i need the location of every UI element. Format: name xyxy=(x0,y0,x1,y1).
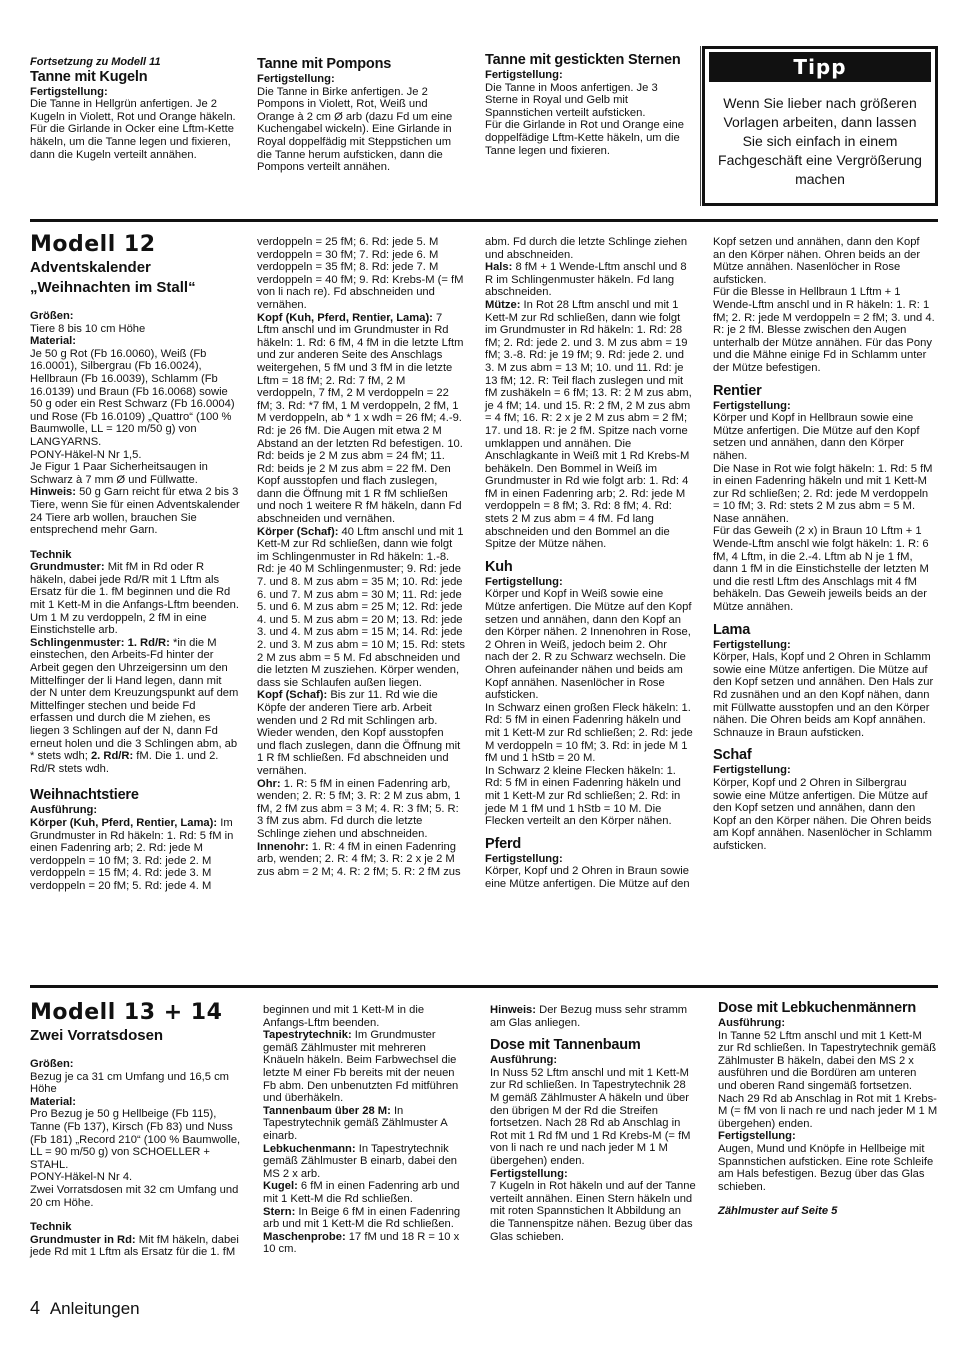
section-title: Weihnachtstiere xyxy=(30,787,139,804)
label: Fertigstellung: xyxy=(713,399,791,412)
pattern-reference: Zählmuster auf Seite 5 xyxy=(718,1205,838,1218)
body-text: Grundmuster: Mit fM in Rd oder R häkeln, dabei jede Rd/R mit 1 Lftm als Ersatz für die 1. fM beginnen und die Rd mit 1 Kett-M in die Anfangs-Lftm beenden. Um 1 M zu verdoppeln, 2 fM in eine Einstichstelle arb. xyxy=(30,561,239,637)
body-text: Ohr: 1. R: 5 fM in einen Fadenring arb, wenden; 2. R: 5 fM; 3. R: 2 M zus abm, 1 fM, 2 fM zus abm = 3 M; 4. R: 3 fM; 5. R: 3 fM zus abm. Fd durch die letzte Schlinge ziehen und abschneiden. xyxy=(257,777,461,840)
modell13-col-2 xyxy=(263,1004,467,1256)
subheading: Fertigstellung: xyxy=(485,69,563,81)
label: Ausführung: xyxy=(718,1017,786,1029)
section-title: Schaf xyxy=(713,747,752,764)
section-title: Dose mit Tannenbaum xyxy=(490,1037,641,1054)
body-text: Hinweis: Der Bezug muss sehr stramm am Glas anliegen. xyxy=(490,1004,688,1029)
body-text: Die Tanne in Moos anfertigen. Je 3 Sterne in Royal und Gelb mit Spannstichen verteilt aufsticken. xyxy=(485,81,658,119)
body-text: Maschenprobe: 17 fM und 18 R = 10 x 10 cm. xyxy=(263,1230,460,1256)
model-title: Zwei Vorratsdosen xyxy=(30,1027,164,1044)
body-text: Schlingenmuster: 1. Rd/R: *in die M einstechen, den Arbeits-Fd hinter der Arbeit gegen den Uhrzeigersinn um den Mittelfinger der li Hand legen, dann mit der N unter dem Kreuzungspunkt auf dem Mittelfinger stechen und beide Fd erfassen und durch die M ziehen, es liegen 3 Schlingen auf der N, dann Fd erneut holen und die 3 Schlingen abm, ab * stets wdh; 2. Rd/R: fM. Die 1. und 2. Rd/R stets wdh. xyxy=(30,636,239,775)
body-text: PONY-Häkel-N Nr 4. xyxy=(30,1171,133,1184)
body-text: Kugel: 6 fM in einen Fadenring arb und mit 1 Kett-M die Rd schließen. xyxy=(263,1180,460,1205)
body-text: Stern: In Beige 6 fM in einen Fadenring arb und mit 1 Kett-M die Rd schließen. xyxy=(263,1205,461,1231)
label: Fertigstellung: xyxy=(485,852,563,865)
section-title: Tanne mit Pompons xyxy=(257,56,392,72)
body-text: Hals: 8 fM + 1 Wende-Lftm anschl und 8 R im Schlingenmuster häkeln. Fd lang abschneiden. xyxy=(485,261,687,299)
section-title: Pferd xyxy=(485,835,522,852)
body-text: Bezug je ca 31 cm Umfang und 16,5 cm Höhe xyxy=(30,1070,229,1096)
body-text: Tannenbaum über 28 M: In Tapestrytechnik gemäß Zählmuster A einarb. xyxy=(263,1104,448,1142)
label: Technik xyxy=(30,548,72,561)
body-text: verdoppeln = 25 fM; 6. Rd: jede 5. M verdoppeln = 30 fM; 7. Rd: jede 6. M verdoppeln = 35 fM; 8. Rd: jede 7. M verdoppeln = 40 fM; 9. Rd: Krebs-M (= fM von li nach re). Fd abschneiden und vernähen. xyxy=(257,236,464,311)
body-text: Je 50 g Rot (Fb 16.0060), Weiß (Fb 16.0001), Silbergrau (Fb 16.0024), Hellbraun (Fb 16.0039), Schlamm (Fb 16.0139) und Braun (Fb 16.0068) sowie 50 g oder ein Rest Schwarz (Fb 16.0004) und Rose (Fb 16.0109) „Quattro“ (100 % Baumwolle, LL = 120 m/50 g) von LANGYARNS. xyxy=(30,347,235,448)
label: Größen: xyxy=(30,1058,74,1070)
footer-section: Anleitungen xyxy=(49,1299,140,1318)
section-divider xyxy=(30,219,938,222)
body-text: Die Tanne in Hellgrün anfertigen. Je 2 Kugeln in Violett, Rot und Orange häkeln. Für die Girlande in Ocker eine Lftm-Kette häkeln, um die Tanne legen und fixieren, dann die Kugeln verteilt annähen. xyxy=(30,98,236,161)
top-col-3 xyxy=(485,52,693,157)
top-col-1 xyxy=(30,56,240,161)
label: Fertigstellung: xyxy=(713,638,791,651)
body-text: Körper (Schaf): 40 Lftm anschl und mit 1 Kett-M zur Rd schließen, dann wie folgt im Schlingenmuster in Rd häkeln: 1.-8. Rd: je 40 M Schlingenmuster; 9. Rd: jede 7. und 8. M zus abm = 35 M; 10. Rd: jede 6. und 7. M zus abm = 30 M; 11. Rd: jede 5. und 6. M zus abm = 25 M; 12. Rd: jede 4. und 5. M zus abm = 20 M; 13. Rd: jede 3. und 4. M zus abm = 15 M; 14. Rd: jede 2. und 3. M zus abm = 10 M; 15. Rd: stets 2 M zus abm = 5 M. Fd abschneiden und die letzten M zusziehen. Körper wenden, dass sie Schlaufen außen liegen. xyxy=(257,525,466,689)
body-text: Mütze: In Rot 28 Lftm anschl und mit 1 Kett-M zur Rd schließen, dann wie folgt im Grundmuster in Rd häkeln: 1. Rd: 28 fM; 2. Rd: jede 2. und 3. M zus abm = 19 fM; 3.-8. Rd: je 19 fM; 9. Rd: jede 2. und 3. M zus abm = 13 M; 10. und 11. Rd: je 13 fM; 12. R: Teil flach zuslegen und mit fM zushäkeln = 6 fM; 13. R: 2 M zus abm, je 4 fM; 14. und 15. R: 2 fM, 2 M zus abm = 4 fM; 16. R: 2 x je 2 M zus abm = 2 fM; 17. und 18. R: je 2 fM. Spitze nach vorne umklappen und annähen. Die Anschlagkante in Weiß mit 1 Rd Krebs-M behäkeln. Den Bommel in Weiß im Grundmuster in Rd wie folgt arb: 1. Rd: 4 fM in einen Fadenring arb; 2. Rd: jede M verdoppeln = 8 fM; 3. Rd: 8 fM; 4. Rd: stets 2 M zus abm = 4 fM. Fd lang abschneiden und den Bommel an die Spitze der Mütze nähen. xyxy=(485,298,692,551)
label: Technik xyxy=(30,1221,72,1234)
body-text: In Nuss 52 Lftm anschl und mit 1 Kett-M zur Rd schließen. In Tapestrytechnik 28 M gemäß Zählmuster A häkeln und über den übrigen M der Rd die Streifen fortsetzen. Nach 28 Rd ab Anschlag in Rot mit 1 Rd fM und 1 Rd Krebs-M (= fM von li nach re und nach jeder M 1 M übergehen) enden. xyxy=(490,1066,691,1167)
body-text: Körper (Kuh, Pferd, Rentier, Lama): Im Grundmuster in Rd häkeln: 1. Rd: 5 fM in einen Fadenring arb; 2. Rd: jede M verdoppeln = 10 fM; 3. Rd: jede 2. M verdoppeln = 15 fM; 4. Rd: jede 3. M verdoppeln = 20 fM; 5. Rd: jede 4. M xyxy=(30,816,234,892)
body-text: Körper und Kopf in Weiß sowie eine Mütze anfertigen. Die Mütze auf den Kopf setzen und annähen, dann den Kopf an den Körper nähen. 2 Innenohren in Rose, 2 Ohren in Weiß, jedoch beim 2. Ohr nach der 2. R zu Schwarz wechseln. Die Ohren aufeinander nähen und beids am Kopf annähen. Nasenlöcher in Rose aufsticken. xyxy=(485,588,692,702)
subheading: Fertigstellung: xyxy=(257,73,335,85)
label: Fertigstellung: xyxy=(713,764,791,777)
section-title: Lama xyxy=(713,621,751,638)
label: Ausführung: xyxy=(490,1054,558,1067)
body-text: Tiere 8 bis 10 cm Höhe xyxy=(30,322,146,335)
body-text: Für die Blesse in Hellbraun 1 Lftm + 1 Wende-Lftm anschl und in R häkeln: 1. R: 1 fM; 2. R: jede M verdoppeln = 2 fM; 3. und 4. R: je 2 fM. Blesse zwischen den Augen unterhalb der Mütze annähen. Für das Pony und die Mähne einige Fd in Schlamm unter der Mütze befestigen. xyxy=(713,286,935,374)
label: Fertigstellung: xyxy=(718,1130,796,1143)
modell12-col-4 xyxy=(713,236,935,853)
body-text: Für die Girlande in Rot und Orange eine doppelfädige Lftm-Kette häkeln, um die Tanne legen und fixieren. xyxy=(485,119,685,157)
section-title: Dose mit Lebkuchenmännern xyxy=(718,1000,917,1016)
modell13-col-1 xyxy=(30,1000,242,1259)
modell12-col-1 xyxy=(30,232,240,893)
body-text: Kopf setzen und annähen, dann den Kopf an den Körper nähen. Ohren beids an der Mütze annähen. Nasenlöcher in Rose aufsticken. xyxy=(713,236,921,286)
body-text: Je Figur 1 Paar Sicherheitsaugen in Schwarz à 7 mm Ø und Füllwatte. xyxy=(30,461,208,486)
tipp-text: Wenn Sie lieber nach größeren Vorlagen arbeiten, dann lassen Sie sich einfach in einem Fachgeschäft eine Vergrößerung machen xyxy=(718,95,922,187)
body-text: Grundmuster in Rd: Mit fM häkeln, dabei jede Rd mit 1 Lftm als Ersatz für die 1. fM xyxy=(30,1233,239,1259)
modell13-col-4 xyxy=(718,1000,938,1218)
modell12-col-2 xyxy=(257,236,465,878)
body-text: Körper, Kopf und 2 Ohren in Braun sowie eine Mütze anfertigen. Die Mütze auf den xyxy=(485,865,690,890)
body-text: Augen, Mund und Knöpfe in Hellbeige mit Spannstichen aufsticken. Eine rote Schleife am Hals befestigen. Bezug über das Glas schieben. xyxy=(718,1142,934,1193)
section-title: Tanne mit gestickten Sternen xyxy=(485,52,681,68)
body-text: Für das Geweih (2 x) in Braun 10 Lftm + 1 Wende-Lftm anschl wie folgt häkeln: 1. R: 6 fM, 4 Lftm, in die 2.-4. Lftm ab N je 1 fM, dann 1 fM in die Einstichstelle der letzten M und die restl Lftm des Anschlags mit 4 fM behäkeln. Das Geweih jeweils beids an der Mütze annähen. xyxy=(713,525,929,614)
body-text: Lebkuchenmann: In Tapestrytechnik gemäß Zählmuster B einarb, dabei den MS 2 x arb. xyxy=(263,1142,458,1180)
body-text: Hinweis: 50 g Garn reicht für etwa 2 bis 3 Tiere, wenn Sie für einen Adventskalender 24 Tiere arb wollen, brauchen Sie entsprechend mehr Garn. xyxy=(30,486,240,537)
tipp-box xyxy=(702,46,938,206)
top-col-2 xyxy=(257,56,465,174)
continuation-note: Fortsetzung zu Modell 11 xyxy=(30,56,161,68)
model-title: „Weihnachten im Stall“ xyxy=(30,279,196,296)
modell12-col-3 xyxy=(485,236,693,891)
label: Material: xyxy=(30,335,77,348)
page-footer xyxy=(30,1298,140,1319)
body-text: In Schwarz einen großen Fleck häkeln: 1. Rd: 5 fM in einen Fadenring häkeln und mit 1 Kett-M zur Rd schließen; 2. Rd: jede M verdoppeln = 10 fM; 3. Rd: in jede M 1 fM und 1 hStb = 20 M. xyxy=(485,701,693,765)
body-text: Kopf (Kuh, Pferd, Rentier, Lama): 7 Lftm anschl und im Grundmuster in Rd häkeln: 1. Rd: 6 fM, 4 fM in die letzte Lftm und zur anderen Seite des Anschlags weitergehen, 5 fM und 3 fM in die letzte Lftm = 18 fM; 2. Rd: 7 fM, 2 M verdoppeln, 7 fM, 2 M verdoppeln = 22 fM; 3. Rd: *7 fM, 1 M verdoppeln, 2 fM, 1 M verdoppeln, ab * 1 x wdh = 26 fM; 4.-9. Rd: je 26 fM. Die Augen mit etwa 2 M Abstand an der letzten Rd befestigen. 10. Rd: beids je 2 M zus abm = 24 fM; 11. Rd: beids je 2 M zus abm = 22 fM. Den Kopf ausstopfen und flach zuslegen, dann die Öffnung mit 1 R fM schließen und noch 1 weitere R fM häkeln, dann Fd abschneiden und vernähen. xyxy=(257,311,464,526)
body-text: Zwei Vorratsdosen mit 32 cm Umfang und 20 cm Höhe. xyxy=(30,1183,239,1209)
tipp-heading: Tipp xyxy=(709,52,931,82)
label: Fertigstellung: xyxy=(485,575,563,588)
body-text: In Schwarz 2 kleine Flecken häkeln: 1. Rd: 5 fM in einen Fadenring häkeln und mit 1 Kett-M zur Rd schließen; 2. Rd: in jede M 1 fM und 1 hStb = 10 M. Die Flecken verteilt an den Körper nähen. xyxy=(485,764,681,828)
label: Material: xyxy=(30,1095,77,1108)
label: Größen: xyxy=(30,310,74,322)
body-text: Die Nase in Rot wie folgt häkeln: 1. Rd: 5 fM in einen Fadenring häkeln und mit 1 Kett-M zur Rd schließen; 2. Rd: jede M verdoppeln = 10 fM; 3. Rd: stets 2 M zus abm = 5 M. Nase annähen. xyxy=(713,462,933,525)
body-text: 7 Kugeln in Rot häkeln und auf der Tanne verteilt annähen. Einen Stern häkeln und mit roten Spannstichen lt Abbildung an die Tannenspitze nähen. Bezug über das Glas schieben. xyxy=(490,1180,696,1243)
subheading: Fertigstellung: xyxy=(30,85,108,98)
body-text: Tapestrytechnik: Im Grundmuster gemäß Zählmuster mit mehreren Knäueln häkeln. Beim Farbwechsel die letzte M einer Fb bereits mit der neuen Fb abm. Den unbenutzten Fd mitführen und überhäkeln. xyxy=(263,1029,459,1105)
body-text: PONY-Häkel-N Nr 1,5. xyxy=(30,448,142,461)
model-heading: Modell 13 + 14 xyxy=(30,1000,223,1025)
body-text: Körper, Kopf und 2 Ohren in Silbergrau sowie eine Mütze anfertigen. Die Mütze auf den Kopf setzen und annähen, dann den Kopf an den Körper nähen. Die Ohren beids am Kopf annähen. Nasenlöcher in Schlamm aufsticken. xyxy=(713,776,932,852)
section-title: Rentier xyxy=(713,382,762,399)
body-text: Pro Bezug je 50 g Hellbeige (Fb 115), Tanne (Fb 137), Kirsch (Fb 83) und Nuss (Fb 181) „Record 210“ (100 % Baumwolle, LL = 90 m/50 g) von SCHOELLER + STAHL. xyxy=(30,1108,241,1171)
body-text: abm. Fd durch die letzte Schlinge ziehen und abschneiden. xyxy=(485,236,688,261)
section-divider xyxy=(30,985,938,988)
body-text: Körper und Kopf in Hellbraun sowie eine Mütze anfertigen. Die Mütze auf den Kopf setzen und annähen, dann den Körper nähen. xyxy=(713,412,920,462)
label: Ausführung: xyxy=(30,804,98,817)
body-text: In Tanne 52 Lftm anschl und mit 1 Kett-M zur Rd schließen. In Tapestrytechnik gemäß Zählmuster B häkeln, dabei den MS 2 x ausführen und die Bordüren am unteren und oberen Rand singemäß fortsetzen. Nach 29 Rd ab Anschlag in Rot mit 1 Krebs-M (= fM von li nach re und nach jeder M 1 M übergehen) enden. xyxy=(718,1029,938,1130)
modell13-col-3 xyxy=(490,1004,696,1243)
model-heading: Modell 12 xyxy=(30,232,156,257)
body-text: beginnen und mit 1 Kett-M in die Anfangs-Lftm beenden. xyxy=(263,1004,425,1029)
body-text: Kopf (Schaf): Bis zur 11. Rd wie die Köpfe der anderen Tiere arb. Arbeit wenden und 2 Rd mit Schlingen arb. Wieder wenden, den Kopf ausstopfen und flach zuslegen, dann die Öffnung mit 1 R fM schließen. Fd abschneiden und vernähen. xyxy=(257,689,461,777)
section-title: Tanne mit Kugeln xyxy=(30,68,148,85)
label: Fertigstellung: xyxy=(490,1167,568,1180)
column-divider xyxy=(700,46,701,206)
body-text: Körper, Hals, Kopf und 2 Ohren in Schlamm sowie eine Mütze anfertigen. Die Mütze auf den Kopf setzen und annähen. Den Hals zur Rd zusnähen und an den Kopf nähen, dann mit Füllwatte ausstopfen und an den Körper nähen. Die Ohren beids am Kopf annähen. Schnauze in Braun aufsticken. xyxy=(713,651,934,739)
model-title: Adventskalender xyxy=(30,259,151,276)
page-number: 4 xyxy=(30,1298,41,1318)
body-text: Die Tanne in Birke anfertigen. Je 2 Pompons in Violett, Rot, Weiß und Orange à 2 cm Ø arb (dazu Fd um eine Kuchengabel wickeln). Eine Girlande in Royal doppelfädig mit Steppstichen um die Tanne herum aufsticken, dann die Pompons verteilt annähen. xyxy=(257,85,453,174)
body-text: Innenohr: 1. R: 4 fM in einen Fadenring arb, wenden; 2. R: 4 fM; 3. R: 2 x je 2 M zus abm = 2 M; 4. R: 2 fM; 5. R: 2 fM zus xyxy=(257,840,461,878)
section-title: Kuh xyxy=(485,558,513,575)
